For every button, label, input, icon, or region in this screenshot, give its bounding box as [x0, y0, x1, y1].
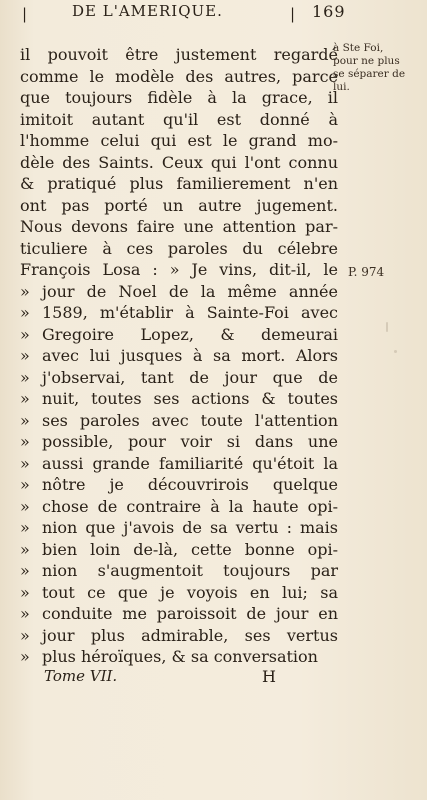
signature-mark: H	[262, 667, 276, 686]
text-line	[20, 582, 338, 604]
quote-mark: »	[20, 604, 30, 623]
line-text: François Losa : » Je vins, dit-il, le	[20, 260, 338, 279]
page-footer	[20, 667, 350, 689]
volume-label: Tome VII.	[44, 667, 118, 685]
text-line	[20, 302, 338, 324]
quote-mark: »	[20, 432, 30, 451]
text-line	[20, 281, 338, 303]
text-line	[20, 367, 338, 389]
text-line	[20, 66, 338, 88]
margin-page-reference: P. 974	[348, 265, 385, 279]
line-text: plus héroïques, & sa conversation	[42, 647, 318, 666]
text-line	[20, 539, 338, 561]
text-line	[20, 44, 338, 66]
line-text: Gregoire Lopez, & demeurai	[42, 324, 338, 344]
quote-mark: »	[20, 625, 30, 645]
line-text: aussi grande familiarité qu'étoit la	[42, 453, 338, 473]
margin-note-line: à Ste Foi,	[333, 42, 384, 54]
quote-mark: »	[20, 496, 30, 516]
quote-mark: »	[20, 389, 30, 408]
margin-note-line: se séparer de	[333, 68, 406, 80]
quote-mark: »	[20, 410, 30, 430]
quote-mark: »	[20, 367, 30, 387]
text-line	[20, 517, 338, 539]
quote-mark: »	[20, 324, 30, 344]
text-line	[20, 238, 338, 260]
page-number: 169	[312, 2, 346, 21]
line-text: possible, pour voir si dans une	[42, 432, 338, 451]
running-header	[20, 2, 355, 22]
quote-mark: »	[20, 303, 30, 322]
text-line	[20, 560, 338, 582]
line-text: jour plus admirable, ses vertus	[42, 625, 338, 645]
text-line	[20, 324, 338, 346]
show-through-mark	[386, 322, 388, 332]
margin-note	[333, 42, 423, 94]
quote-mark: »	[20, 453, 30, 473]
quote-mark: »	[20, 561, 30, 580]
text-line	[20, 410, 338, 432]
line-text: l'homme celui qui est le grand mo-	[20, 131, 338, 150]
text-line	[20, 453, 338, 475]
line-text: comme le modèle des autres, parce	[20, 66, 338, 86]
line-text: tout ce que je voyois en lui; sa	[42, 582, 338, 602]
line-text: ticuliere à ces paroles du célebre	[20, 238, 338, 258]
text-line	[20, 173, 338, 195]
text-line	[20, 87, 338, 109]
text-line	[20, 431, 338, 453]
quote-mark: »	[20, 281, 30, 301]
running-title: DE L'AMERIQUE.	[72, 2, 223, 20]
show-through-mark	[394, 350, 397, 353]
text-line	[20, 130, 338, 152]
quote-mark: »	[20, 539, 30, 559]
margin-note-line: pour ne plus	[333, 55, 400, 67]
text-line	[20, 259, 338, 281]
line-text: ses paroles avec toute l'attention	[42, 410, 338, 430]
line-text: j'observai, tant de jour que de	[42, 367, 338, 387]
text-line	[20, 195, 338, 217]
line-text: il pouvoit être justement regardé	[20, 45, 338, 64]
quote-mark: »	[20, 647, 30, 666]
text-line	[20, 646, 338, 668]
line-text: conduite me paroissoit de jour en	[42, 604, 338, 623]
line-text: imitoit autant qu'il est donné à	[20, 109, 338, 129]
text-line	[20, 625, 338, 647]
line-text: Nous devons faire une attention par-	[20, 217, 338, 236]
text-line	[20, 109, 338, 131]
body-text	[20, 44, 338, 668]
line-text: que toujours fidèle à la grace, il	[20, 88, 338, 107]
line-text: nuit, toutes ses actions & toutes	[42, 389, 338, 408]
header-rule-right: |	[290, 5, 297, 23]
line-text: nôtre je découvrirois quelque	[42, 475, 338, 494]
line-text: dèle des Saints. Ceux qui l'ont connu	[20, 152, 338, 172]
header-rule-left: |	[22, 5, 29, 23]
line-text: nion que j'avois de sa vertu : mais	[42, 518, 338, 537]
line-text: avec lui jusques à sa mort. Alors	[42, 346, 338, 365]
text-line	[20, 474, 338, 496]
text-line	[20, 345, 338, 367]
line-text: bien loin de-là, cette bonne opi-	[42, 539, 338, 559]
text-line	[20, 388, 338, 410]
quote-mark: »	[20, 518, 30, 537]
line-text: chose de contraire à la haute opi-	[42, 496, 338, 516]
line-text: ont pas porté un autre jugement.	[20, 195, 338, 215]
text-line	[20, 603, 338, 625]
line-text: nion s'augmentoit toujours par	[42, 561, 338, 580]
text-line	[20, 152, 338, 174]
line-text: & pratiqué plus familierement n'en	[20, 174, 338, 193]
line-text: 1589, m'établir à Sainte-Foi avec	[42, 303, 338, 322]
quote-mark: »	[20, 475, 30, 494]
quote-mark: »	[20, 346, 30, 365]
margin-note-line: lui.	[333, 81, 350, 93]
line-text: jour de Noel de la même année	[42, 281, 338, 301]
quote-mark: »	[20, 582, 30, 602]
text-line	[20, 216, 338, 238]
text-line	[20, 496, 338, 518]
